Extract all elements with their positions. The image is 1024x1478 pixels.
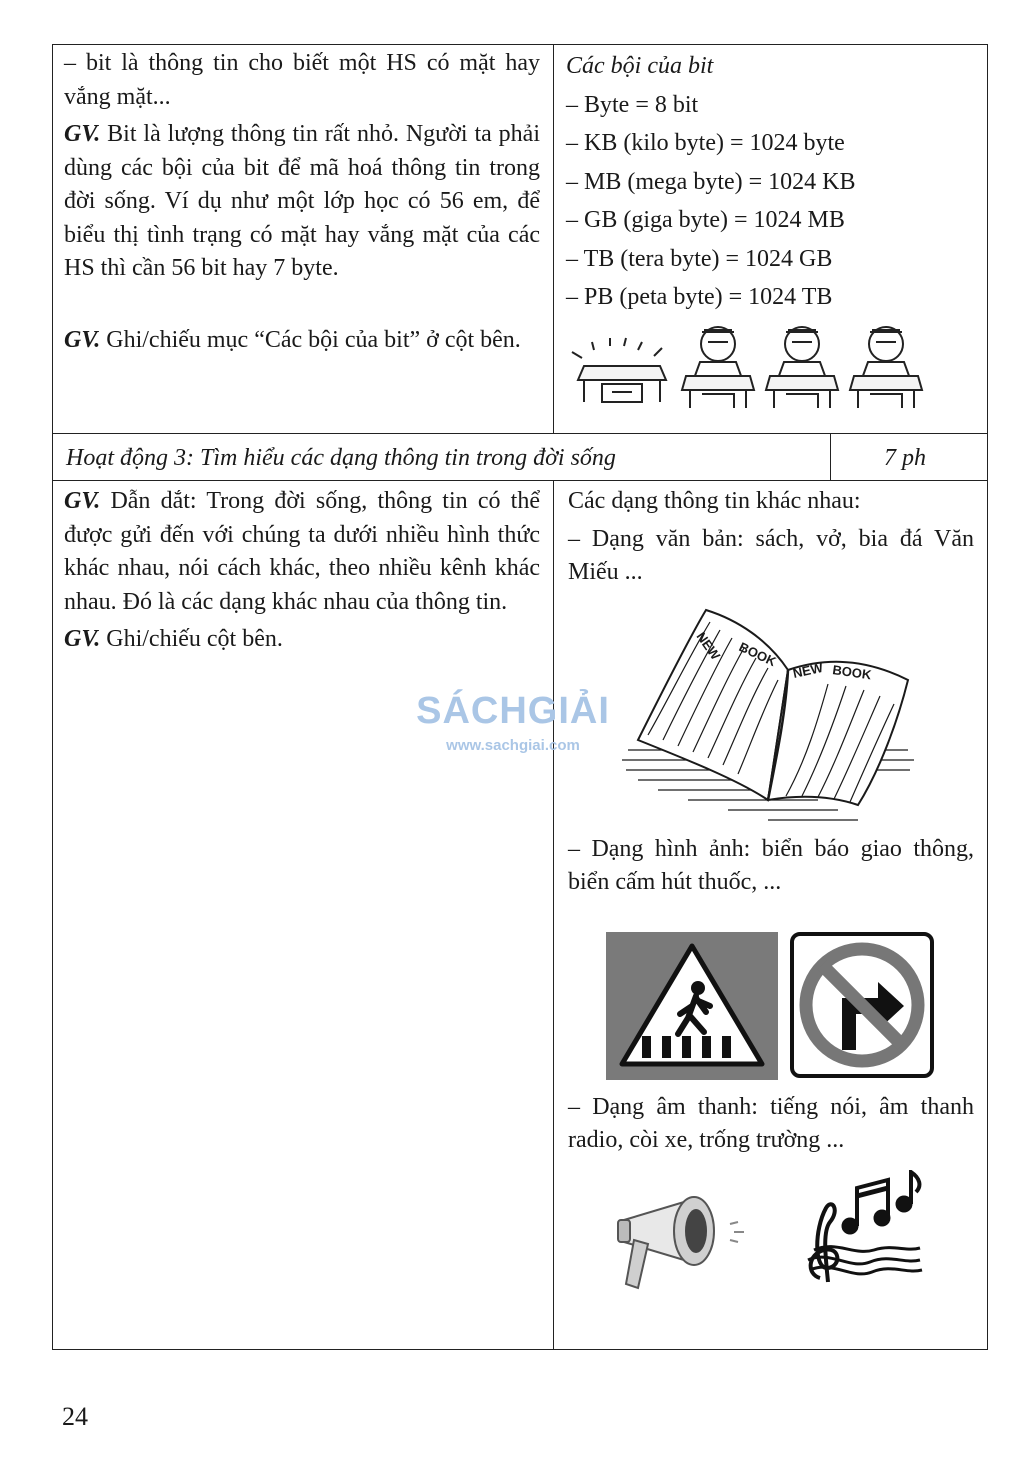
megaphone-icon xyxy=(614,1184,774,1294)
bit-multiples-title: Các bội của bit xyxy=(566,53,714,79)
teacher-notes-2 xyxy=(64,485,540,657)
gv-label: GV. xyxy=(64,326,101,353)
row-divider xyxy=(52,433,988,434)
note-bit-meaning: – bit là thông tin cho biết một HS có mặt hay vắng mặt... xyxy=(64,50,540,110)
watermark-url: www.sachgiai.com xyxy=(446,737,580,754)
pedestrian-crossing-sign-icon xyxy=(606,932,778,1080)
no-right-turn-sign-icon xyxy=(790,932,934,1078)
open-book-illustration xyxy=(618,600,918,834)
book-page-word: BOOK xyxy=(831,662,873,683)
classroom-attendance-illustration xyxy=(562,322,942,412)
column-divider xyxy=(553,480,554,1350)
teacher-notes-1 xyxy=(64,47,540,357)
multiple-item: – PB (peta byte) = 1024 TB xyxy=(566,284,833,310)
bit-multiples xyxy=(566,47,976,317)
empty-desk-icon xyxy=(572,338,666,402)
gv-label: GV. xyxy=(64,626,101,652)
music-notes-icon xyxy=(800,1170,926,1288)
gv-label: GV. xyxy=(64,488,101,514)
activity-time: 7 ph xyxy=(884,445,926,471)
student-icon xyxy=(682,327,754,408)
forms-intro: Các dạng thông tin khác nhau: xyxy=(568,488,861,514)
multiple-item: – Byte = 8 bit xyxy=(566,91,699,118)
activity-title: Hoạt động 3: Tìm hiểu các dạng thông tin trong đời sống xyxy=(66,445,616,471)
multiple-item: – KB (kilo byte) = 1024 byte xyxy=(566,130,845,156)
note-lead-in: GV. Dẫn dắt: Trong đời sống, thông tin có thể được gửi đến với chúng ta dưới nhiều hình thức khác nhau, nói cách khác, theo nhiều kênh khác nhau. Đó là các dạng khác nhau của thông tin. xyxy=(64,488,540,615)
book-page-word: NEW xyxy=(791,659,825,681)
student-icon xyxy=(766,327,838,408)
note-show-multiples: GV. Ghi/chiếu mục “Các bội của bit” ở cột bên. xyxy=(64,326,521,353)
sachgiai-watermark xyxy=(408,690,618,790)
sound-form-description: – Dạng âm thanh: tiếng nói, âm thanh radio, còi xe, trống trường ... xyxy=(568,1093,974,1153)
note-bit-explanation: GV. Bit là lượng thông tin rất nhỏ. Người ta phải dùng các bội của bit để mã hoá thông tin trong đời sống. Ví dụ như một lớp học có 56 em, để biểu thị tình trạng có mặt hay vắng mặt của các HS thì cần 56 bit hay 7 byte. xyxy=(64,121,540,281)
multiple-item: – GB (giga byte) = 1024 MB xyxy=(566,207,845,233)
text-form-description: – Dạng văn bản: sách, vở, bia đá Văn Miếu ... xyxy=(568,525,974,585)
multiple-item: – TB (tera byte) = 1024 GB xyxy=(566,245,833,272)
row-divider xyxy=(52,480,988,481)
student-icon xyxy=(850,327,922,408)
gv-label: GV. xyxy=(64,121,101,147)
column-divider xyxy=(830,433,831,480)
watermark-brand: SÁCHGIẢI xyxy=(416,690,610,732)
image-form-description: – Dạng hình ảnh: biển báo giao thông, biển cấm hút thuốc, ... xyxy=(568,835,974,895)
book-cover-word: BOOK xyxy=(736,639,779,670)
page-number: 24 xyxy=(62,1402,88,1431)
note-show-column: GV. Ghi/chiếu cột bên. xyxy=(64,626,283,652)
book-cover-word: NEW xyxy=(693,629,724,663)
column-divider xyxy=(553,44,554,433)
multiple-item: – MB (mega byte) = 1024 KB xyxy=(566,168,856,195)
